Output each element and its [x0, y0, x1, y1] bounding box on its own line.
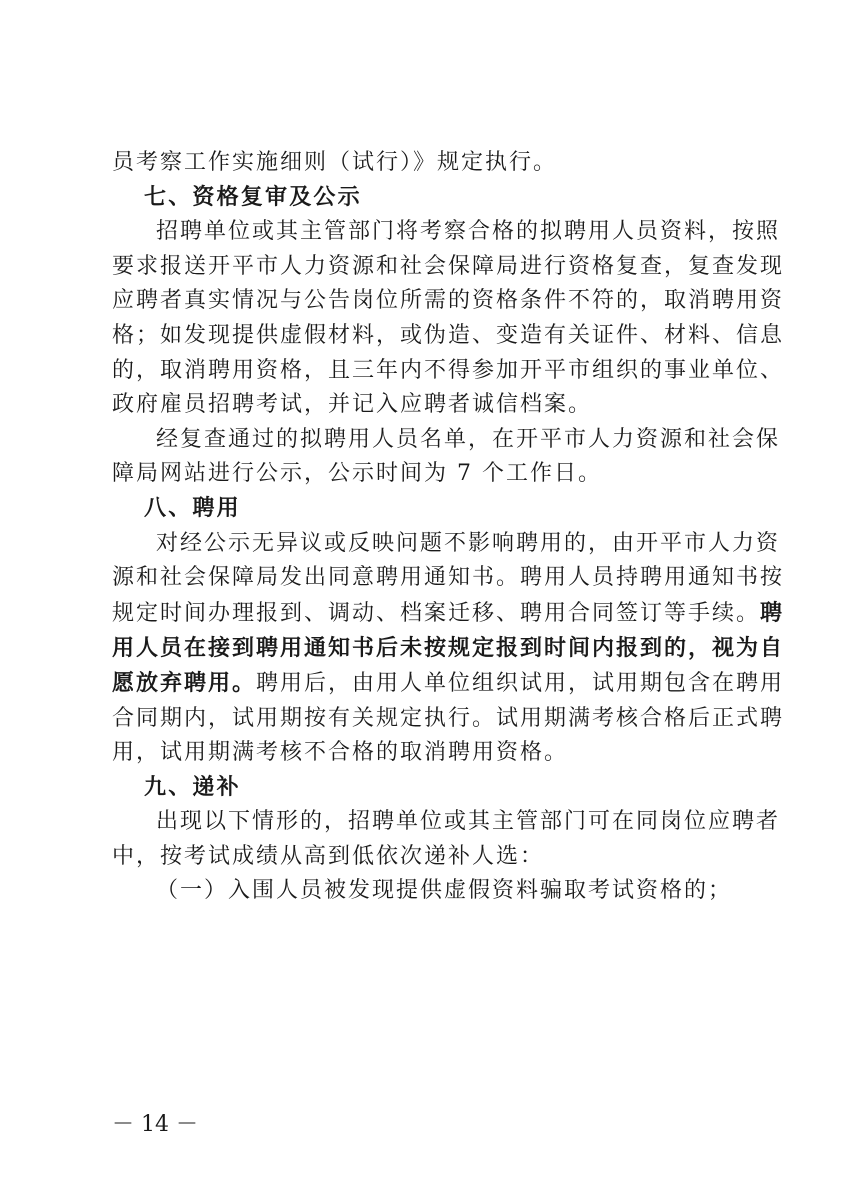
section-heading-9: 九、递补	[144, 774, 241, 800]
text-line: 政府雇员招聘考试，并记入应聘者诚信档案。	[112, 392, 593, 418]
text-line	[112, 596, 785, 632]
text-line: 障局网站进行公示，公示时间为 7 个工作日。	[112, 461, 602, 487]
text-line: 源和社会保障局发出同意聘用通知书。聘用人员持聘用通知书按	[112, 565, 785, 591]
text-segment: 聘用后，由用人单位组织试用，试用期包含在聘用	[256, 670, 785, 696]
document-body	[112, 146, 785, 909]
text-line: 的，取消聘用资格，且三年内不得参加开平市组织的事业单位、	[112, 357, 785, 383]
text-line: 要求报送开平市人力资源和社会保障局进行资格复查，复查发现	[112, 253, 785, 279]
text-line: 格；如发现提供虚假材料，或伪造、变造有关证件、材料、信息	[112, 322, 785, 348]
text-line	[112, 666, 785, 702]
text-line: 合同期内，试用期按有关规定执行。试用期满考核合格后正式聘	[112, 705, 785, 731]
section-heading-8: 八、聘用	[144, 495, 241, 521]
text-line: 出现以下情形的，招聘单位或其主管部门可在同岗位应聘者	[156, 809, 781, 835]
text-line: 用，试用期满考核不合格的取消聘用资格。	[112, 740, 569, 766]
text-line: 中，按考试成绩从高到低依次递补人选：	[112, 843, 545, 869]
bold-text-segment: 聘	[760, 599, 785, 626]
text-line: 员考察工作实施细则（试行）》规定执行。	[112, 150, 558, 175]
text-line: 经复查通过的拟聘用人员名单，在开平市人力资源和社会保	[156, 426, 781, 452]
section-heading-7: 七、资格复审及公示	[144, 184, 362, 210]
text-segment: 规定时间办理报到、调动、档案迁移、聘用合同签订等手续。	[112, 600, 761, 626]
text-line: 应聘者真实情况与公告岗位所需的资格条件不符的，取消聘用资	[112, 288, 785, 314]
text-line: 对经公示无异议或反映问题不影响聘用的，由开平市人力资	[156, 530, 781, 556]
text-line: （一）入围人员被发现提供虚假资料骗取考试资格的；	[156, 878, 733, 904]
bold-text-line: 用人员在接到聘用通知书后未按规定报到时间内报到的，视为自	[112, 635, 785, 662]
text-line: 招聘单位或其主管部门将考察合格的拟聘用人员资料，按照	[156, 219, 781, 245]
page-number: － 14 －	[112, 1112, 198, 1137]
bold-text-segment: 愿放弃聘用。	[112, 669, 257, 696]
